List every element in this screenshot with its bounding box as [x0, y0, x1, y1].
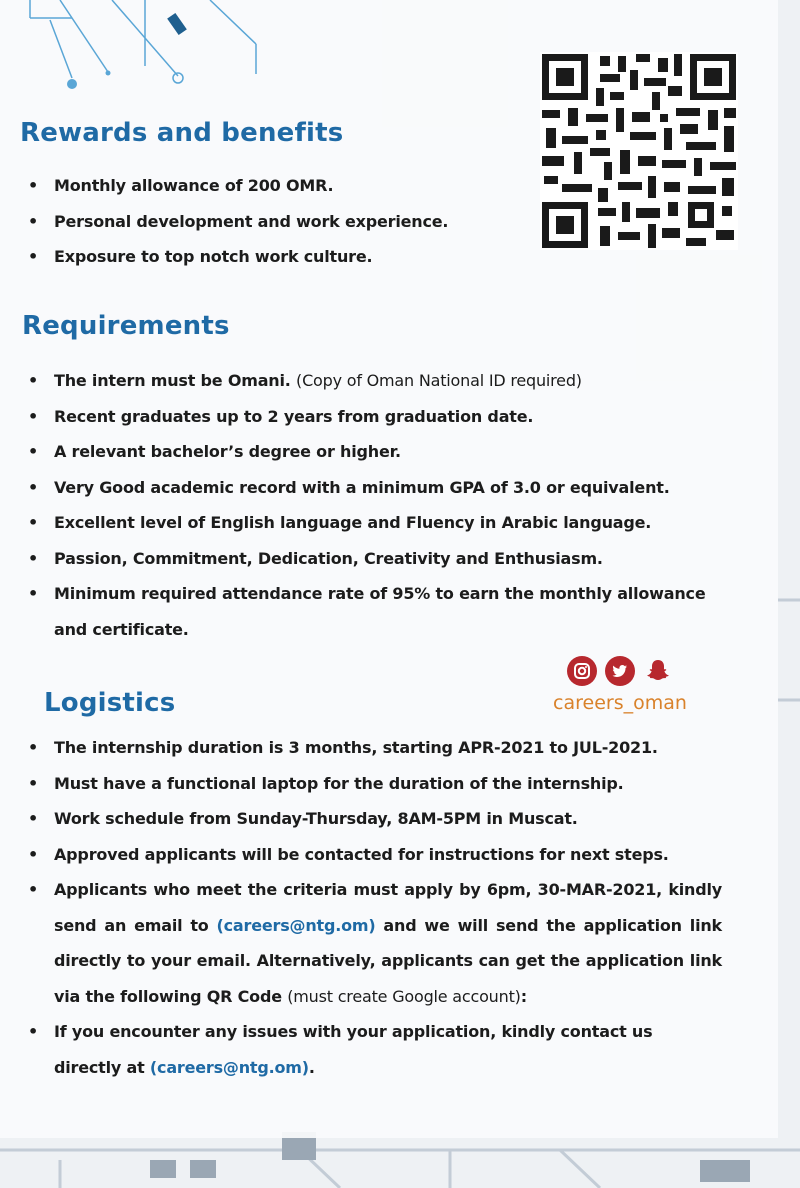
email-link[interactable]: (careers@ntg.om)	[216, 915, 376, 935]
list-item: • Very Good academic record with a minimum GPA of 3.0 or equivalent.	[24, 470, 724, 506]
list-item: • The intern must be Omani. (Copy of Oman National ID required)	[24, 363, 724, 399]
snapchat-icon[interactable]	[643, 656, 673, 686]
list-item: • Monthly allowance of 200 OMR.	[24, 168, 524, 204]
twitter-icon[interactable]	[605, 656, 635, 686]
list-item: • If you encounter any issues with your application, kindly contact us directly at (careers@ntg.om).	[24, 1014, 722, 1085]
logistics-list	[24, 730, 722, 1085]
circuit-decoration	[0, 0, 270, 95]
rewards-heading: Rewards and benefits	[20, 118, 344, 148]
requirements-list	[24, 363, 724, 647]
social-handle: careers_oman	[553, 692, 687, 714]
list-item: • Minimum required attendance rate of 95% to earn the monthly allowance and certificate.	[24, 576, 724, 647]
list-item: • Passion, Commitment, Dedication, Creativity and Enthusiasm.	[24, 541, 724, 577]
social-block	[552, 656, 688, 714]
list-item: • Personal development and work experience.	[24, 204, 524, 240]
list-item: • Work schedule from Sunday-Thursday, 8AM-5PM in Muscat.	[24, 801, 722, 837]
qr-code[interactable]	[540, 52, 738, 250]
instagram-icon[interactable]	[567, 656, 597, 686]
list-item: • A relevant bachelor’s degree or higher.	[24, 434, 724, 470]
list-item: • Recent graduates up to 2 years from graduation date.	[24, 399, 724, 435]
rewards-list	[24, 168, 524, 275]
list-item: • Exposure to top notch work culture.	[24, 239, 524, 275]
list-item: • Must have a functional laptop for the duration of the internship.	[24, 766, 722, 802]
logistics-heading: Logistics	[44, 688, 176, 718]
requirements-heading: Requirements	[22, 311, 230, 341]
email-link[interactable]: (careers@ntg.om)	[149, 1057, 309, 1077]
list-item: • The internship duration is 3 months, starting APR-2021 to JUL-2021.	[24, 730, 722, 766]
list-item: • Approved applicants will be contacted for instructions for next steps.	[24, 837, 722, 873]
list-item: • Applicants who meet the criteria must apply by 6pm, 30-MAR-2021, kindly send an email to (careers@ntg.om) and we will send the application link directly to your email. Alternatively, applicants can get the application link via the following QR Code (must create Google account):	[24, 872, 722, 1014]
list-item: • Excellent level of English language and Fluency in Arabic language.	[24, 505, 724, 541]
